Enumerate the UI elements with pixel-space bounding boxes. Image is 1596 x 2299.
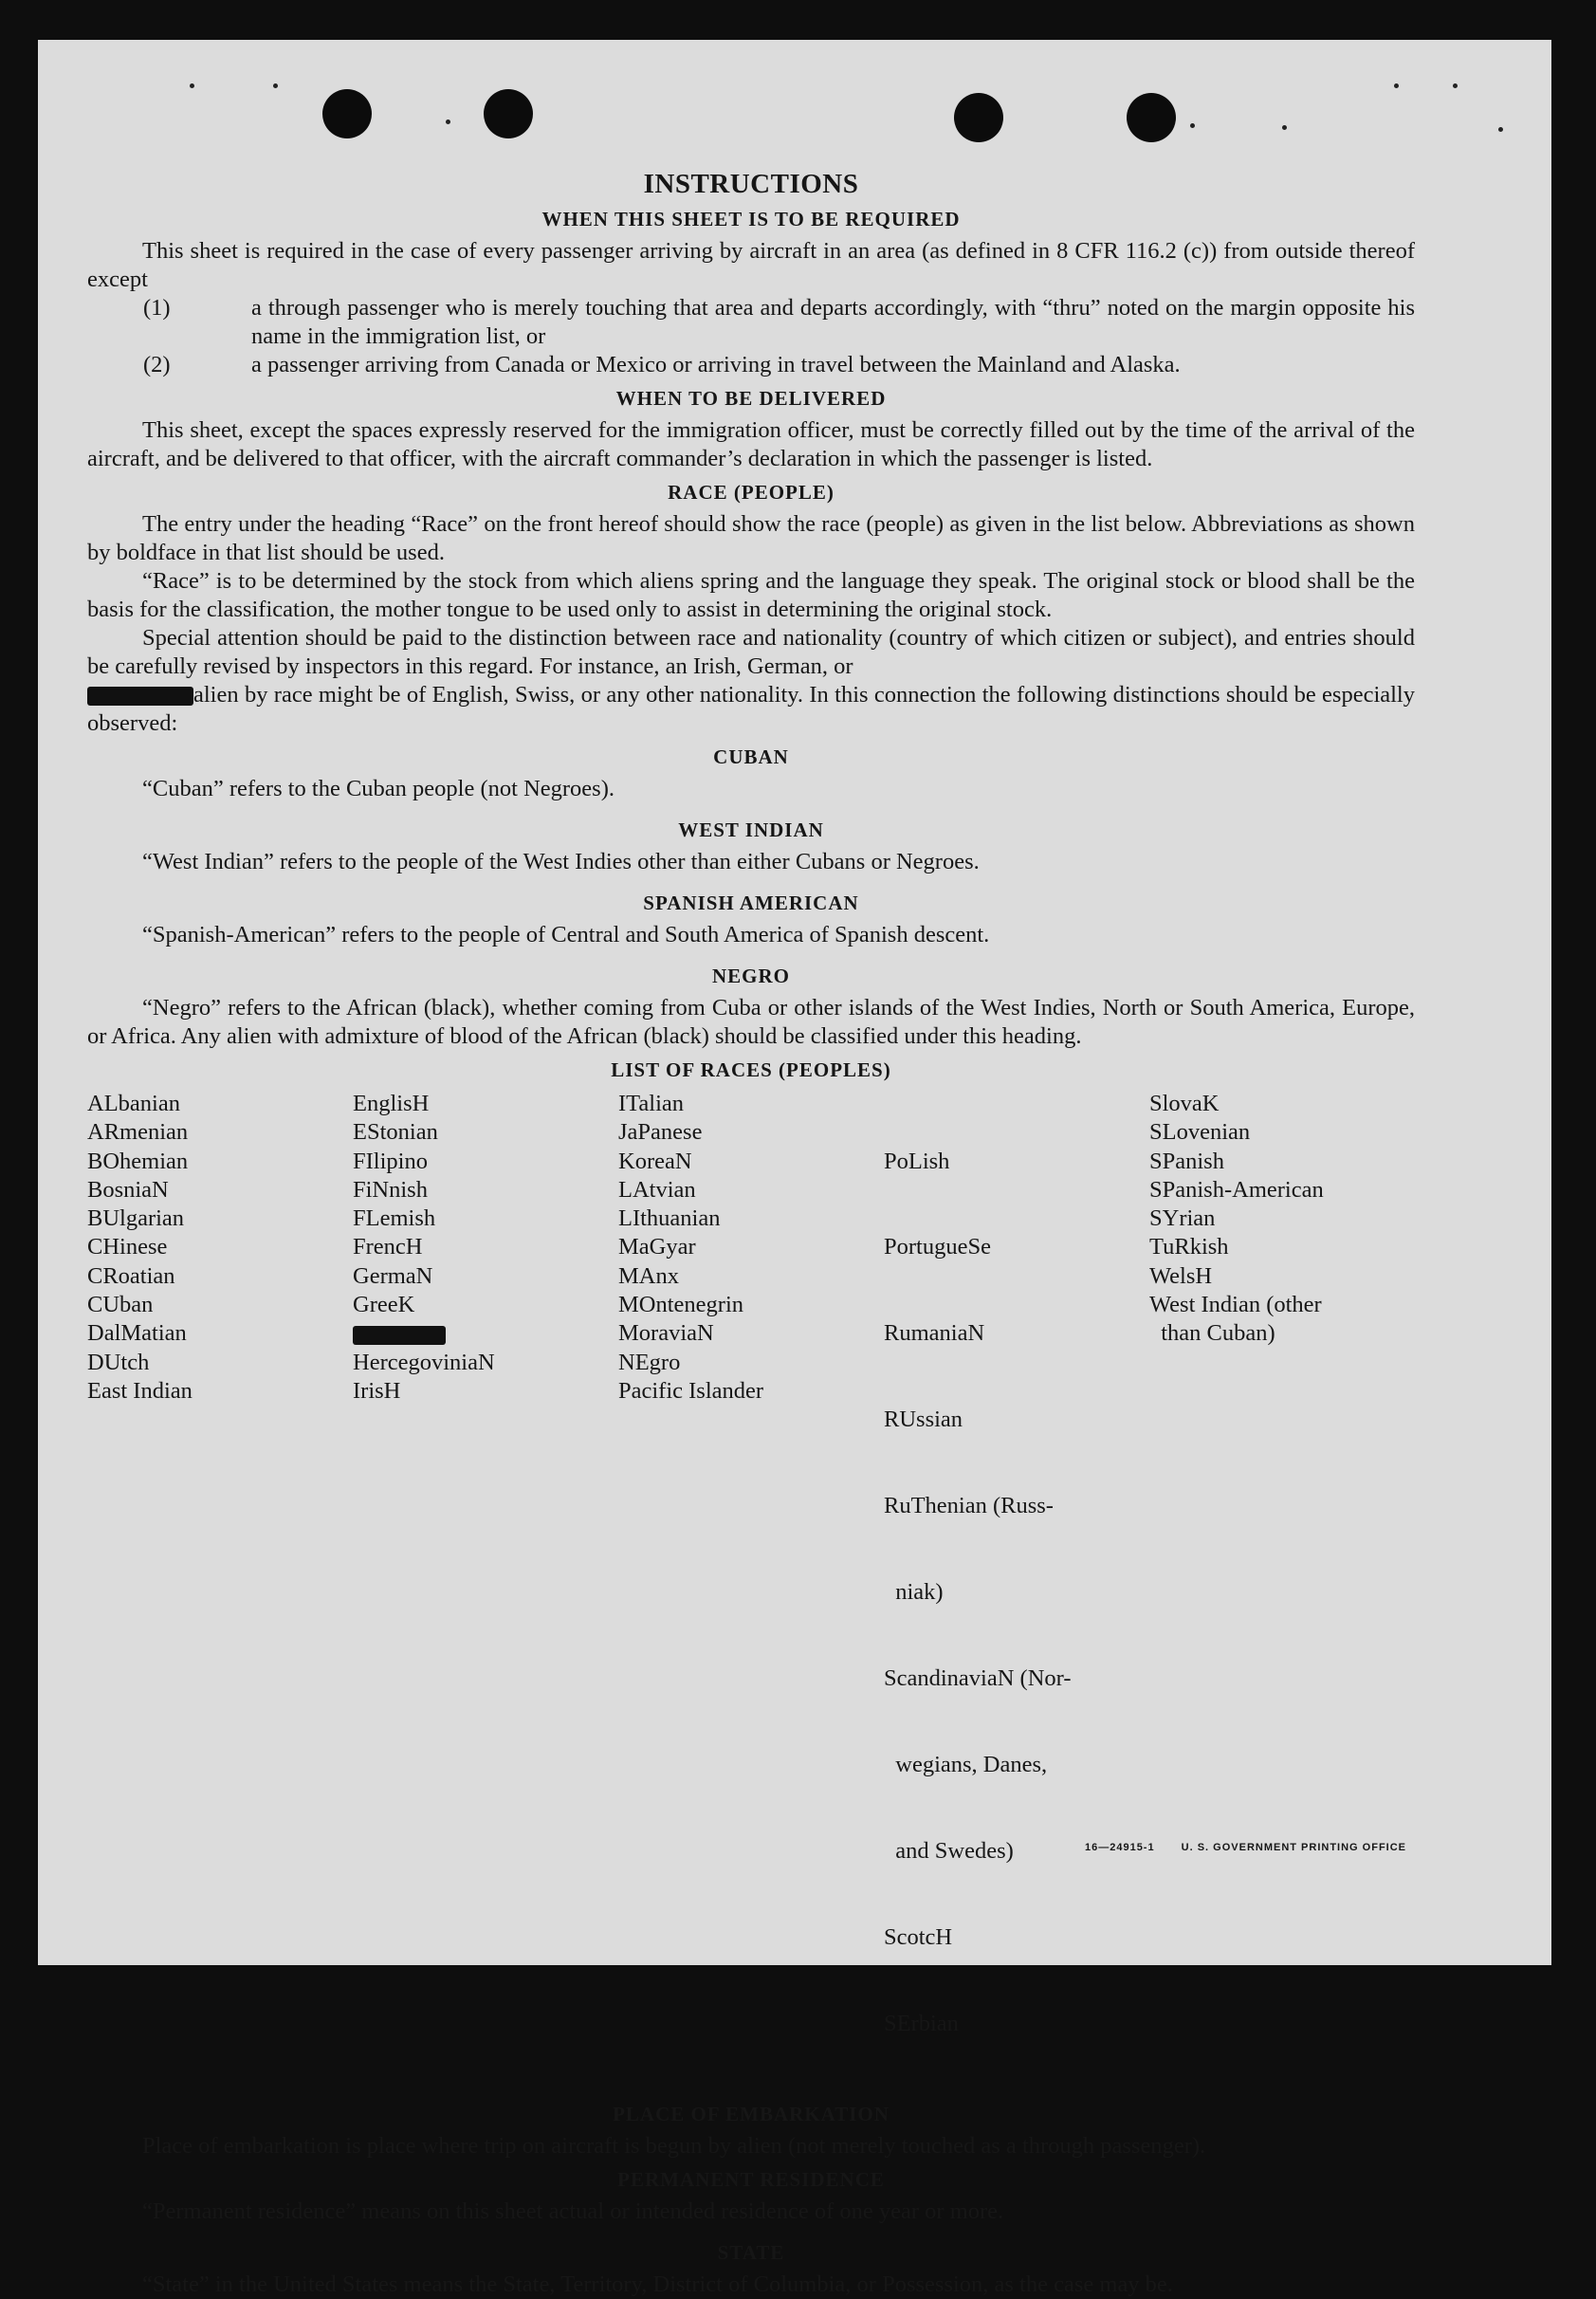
race-entry: RuThenian (Russ- (884, 1493, 1054, 1519)
punch-hole (484, 89, 533, 138)
heading-spanish-american: SPANISH AMERICAN (643, 892, 859, 914)
required-item-2 (143, 351, 1415, 379)
race-entry: SPanish (1149, 1148, 1224, 1174)
races-list (87, 1090, 1415, 2095)
race-entry: DUtch (87, 1349, 150, 1375)
race-entry: PoLish (884, 1148, 950, 1174)
race-entry: SErbian (884, 2010, 959, 2036)
race-paragraph-1: The entry under the heading “Race” on the front hereof should show the race (people) as given in the list below. Abbreviations as shown by boldface in that list should be used. (87, 511, 1415, 565)
speck (190, 83, 194, 88)
race-entry: BUlgarian (87, 1205, 185, 1232)
printer-credit: U. S. GOVERNMENT PRINTING OFFICE (1181, 1842, 1406, 1853)
negro-text: “Negro” refers to the African (black), whether coming from Cuba or other islands of the West Indies, North or South America, Europe, or Africa. Any alien with admixture of blood of the African (black) should be classified under this heading. (87, 995, 1415, 1049)
speck (1453, 83, 1458, 88)
race-entry: GreeK (353, 1292, 415, 1318)
race-entry: East Indian (87, 1377, 193, 1404)
race-entry: FrencH (353, 1234, 423, 1260)
races-column-2 (353, 1090, 618, 2095)
race-entry: ScotcH (884, 1923, 953, 1950)
race-entry: KoreaN (618, 1148, 692, 1174)
race-entry: JaPanese (618, 1119, 703, 1146)
race-entry: MaGyar (618, 1234, 696, 1260)
speck (1282, 125, 1287, 130)
heading-cuban: CUBAN (713, 745, 789, 768)
race-entry: PortugueSe (884, 1234, 991, 1260)
race-entry: FLemish (353, 1205, 436, 1232)
speck (446, 120, 450, 124)
heading-race: RACE (PEOPLE) (668, 481, 835, 504)
required-item-1 (143, 294, 1415, 351)
races-column-1 (87, 1090, 353, 2095)
race-entry: WelsH (1149, 1262, 1213, 1289)
item-text: a through passenger who is merely touching that area and departs accordingly, with “thru” noted on the margin opposite his name in the immigration list, or (251, 295, 1415, 349)
west-indian-text: “West Indian” refers to the people of the West Indies other than either Cubans or Negroes. (142, 849, 980, 874)
race-entry: GermaN (353, 1262, 433, 1289)
race-entry: FIlipino (353, 1148, 428, 1174)
race-entry: RumaniaN (884, 1320, 985, 1347)
race-entry: MOntenegrin (618, 1292, 743, 1318)
race-entry: HercegoviniaN (353, 1349, 495, 1375)
race-entry: BosniaN (87, 1176, 169, 1203)
embarkation-text: Place of embarkation is place where trip on aircraft is begun by alien (not merely touched as a through passenger). (142, 2133, 1206, 2160)
race-entry: BOhemian (87, 1148, 189, 1174)
race-entry-redacted (353, 1319, 618, 1348)
race-paragraph-2: “Race” is to be determined by the stock from which aliens spring and the language they speak. The original stock or blood shall be the basis for the classification, the mother tongue to be used only to assist in determining the original stock. (87, 568, 1415, 622)
page-title: INSTRUCTIONS (643, 169, 859, 199)
punch-hole (954, 93, 1003, 142)
races-column-4 (884, 1090, 1149, 2095)
heading-residence: PERMANENT RESIDENCE (617, 2168, 885, 2192)
race-paragraph-3b (87, 681, 1415, 738)
race-entry: LAtvian (618, 1176, 696, 1203)
delivered-text: This sheet, except the spaces expressly reserved for the immigration officer, must be correctly filled out by the time of the arrival of the aircraft, and be delivered to that officer, with the aircraft commander’s declaration in which the passenger is listed. (87, 417, 1415, 471)
heading-delivered: WHEN TO BE DELIVERED (615, 387, 887, 410)
race-entry: IrisH (353, 1377, 401, 1404)
form-number: 16—24915-1 (1084, 1842, 1155, 1853)
race-entry: SlovaK (1149, 1091, 1220, 1116)
race-entry: NEgro (618, 1349, 681, 1375)
races-column-3 (618, 1090, 884, 2095)
race-entry: EStonian (353, 1119, 438, 1146)
spanish-american-text: “Spanish-American” refers to the people of Central and South America of Spanish descent. (142, 922, 990, 947)
race-entry: ScandinaviaN (Nor- (884, 1664, 1072, 1691)
redaction-mark (87, 687, 193, 706)
race-entry: niak) (884, 1579, 944, 1606)
heading-west-indian: WEST INDIAN (678, 818, 824, 841)
race-entry: ITalian (618, 1091, 685, 1116)
race-entry: wegians, Danes, (884, 1751, 1048, 1777)
heading-negro: NEGRO (711, 965, 790, 987)
race-entry: CUban (87, 1292, 154, 1318)
item-text: a passenger arriving from Canada or Mexico or arriving in travel between the Mainland and Alaska. (251, 352, 1181, 377)
race-entry: LIthuanian (618, 1205, 721, 1232)
race-entry: ARmenian (87, 1119, 189, 1146)
race-entry: West Indian (other (1149, 1292, 1322, 1318)
speck (1394, 83, 1399, 88)
race-entry: MAnx (618, 1262, 679, 1289)
race-entry: RUssian (884, 1407, 963, 1433)
punch-hole (322, 89, 372, 138)
race-paragraph-3a: Special attention should be paid to the distinction between race and nationality (country of which citizen or subject), and entries should be carefully revised by inspectors in this regard. For instance, an Irish, German, or (87, 625, 1415, 679)
heading-required: WHEN THIS SHEET IS TO BE REQUIRED (541, 208, 961, 230)
item-number: (2) (143, 352, 171, 377)
race-paragraph-3b-text: alien by race might be of English, Swiss, or any other nationality. In this connection the following distinctions should be especially observed: (87, 682, 1415, 736)
race-entry: SLovenian (1149, 1119, 1251, 1146)
race-entry: CRoatian (87, 1262, 175, 1289)
state-text: “State” in the United States means the State, Territory, District of Columbia, or Possession, as the case may be. (142, 2271, 1173, 2298)
heading-embarkation: PLACE OF EMBARKATION (613, 2103, 890, 2126)
race-entry: TuRkish (1149, 1234, 1229, 1260)
item-number: (1) (143, 295, 171, 321)
heading-list-of-races: LIST OF RACES (PEOPLES) (611, 1058, 891, 1081)
race-entry: FiNnish (353, 1176, 428, 1203)
race-entry: EnglisH (353, 1091, 430, 1116)
race-entry: ALbanian (87, 1091, 180, 1116)
redaction-mark (353, 1326, 446, 1345)
instructions-content (87, 169, 1415, 2299)
race-entry: Pacific Islander (618, 1377, 764, 1404)
cuban-text: “Cuban” refers to the Cuban people (not Negroes). (142, 776, 615, 801)
punch-hole (1127, 93, 1176, 142)
residence-text: “Permanent residence” means on this sheet actual or intended residence of one year or more. (142, 2198, 1004, 2225)
print-footer (1062, 1842, 1406, 1853)
race-entry: SYrian (1149, 1205, 1216, 1232)
races-column-5 (1149, 1090, 1415, 2095)
speck (1190, 123, 1195, 128)
race-entry: SPanish-American (1149, 1176, 1324, 1203)
race-entry: CHinese (87, 1234, 168, 1260)
race-entry: DalMatian (87, 1320, 187, 1347)
race-entry: MoraviaN (618, 1320, 714, 1347)
speck (273, 83, 278, 88)
required-intro: This sheet is required in the case of every passenger arriving by aircraft in an area (as defined in 8 CFR 116.2 (c)) from outside thereof except (87, 238, 1415, 292)
race-entry: than Cuban) (1149, 1320, 1275, 1347)
race-entry: and Swedes) (884, 1837, 1014, 1864)
speck (1498, 127, 1503, 132)
heading-state: STATE (717, 2241, 785, 2265)
